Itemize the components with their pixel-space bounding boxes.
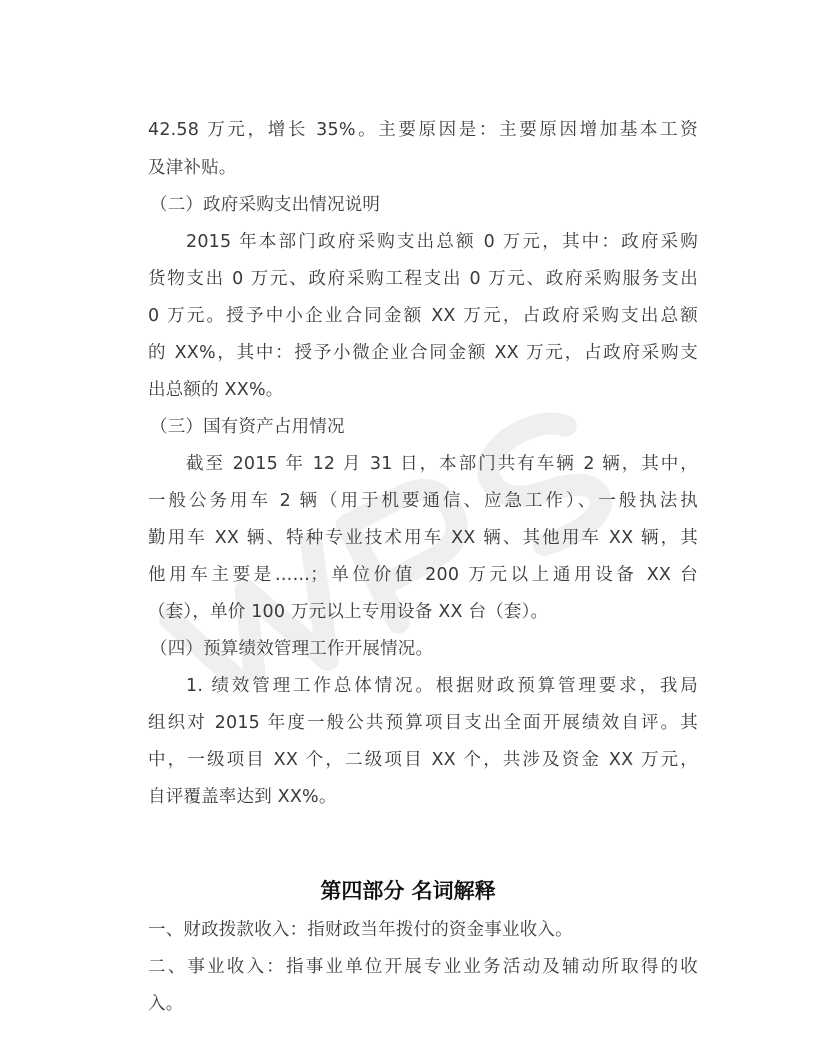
body-line-11: 一般公务用车 2 辆（用于机要通信、应急工作）、一般执法执: [148, 491, 698, 511]
body-line-8: 出总额的 XX%。: [148, 380, 284, 400]
body-line-1: 42.58 万元，增长 35%。主要原因是：主要原因增加基本工资: [148, 120, 698, 140]
body-line-17: 组织对 2015 年度一般公共预算项目支出全面开展绩效自评。其: [148, 713, 698, 733]
subsection-heading-2: （二）政府采购支出情况说明: [150, 195, 381, 215]
body-line-14: （套），单价 100 万元以上专用设备 XX 台（套）。: [148, 602, 549, 622]
body-line-16: 1. 绩效管理工作总体情况。根据财政预算管理要求，我局: [186, 676, 698, 696]
body-line-6: 0 万元。授予中小企业合同金额 XX 万元，占政府采购支出总额: [148, 306, 698, 326]
definition-line-1: 一、财政拨款收入：指财政当年拨付的资金事业收入。: [148, 920, 573, 940]
body-line-13: 他用车主要是……；单位价值 200 万元以上通用设备 XX 台: [148, 565, 698, 585]
body-line-5: 货物支出 0 万元、政府采购工程支出 0 万元、政府采购服务支出: [148, 269, 698, 289]
section-title: 第四部分 名词解释: [320, 878, 496, 903]
body-line-18: 中，一级项目 XX 个，二级项目 XX 个，共涉及资金 XX 万元，: [148, 750, 698, 770]
subsection-heading-4: （四）预算绩效管理工作开展情况。: [150, 639, 434, 659]
body-line-19: 自评覆盖率达到 XX%。: [148, 787, 337, 807]
wps-watermark-icon: [118, 360, 638, 680]
subsection-heading-3: （三）国有资产占用情况: [150, 417, 345, 437]
body-line-12: 勤用车 XX 辆、特种专业技术用车 XX 辆、其他用车 XX 辆，其: [148, 528, 698, 548]
body-line-2: 及津补贴。: [148, 158, 237, 178]
definition-line-3: 入。: [148, 994, 184, 1014]
body-line-10: 截至 2015 年 12 月 31 日，本部门共有车辆 2 辆，其中，: [186, 454, 698, 474]
definition-line-2: 二、事业收入：指事业单位开展专业业务活动及辅动所取得的收: [148, 957, 698, 977]
body-line-7: 的 XX%，其中：授予小微企业合同金额 XX 万元，占政府采购支: [148, 343, 698, 363]
body-line-4: 2015 年本部门政府采购支出总额 0 万元，其中：政府采购: [186, 232, 698, 252]
